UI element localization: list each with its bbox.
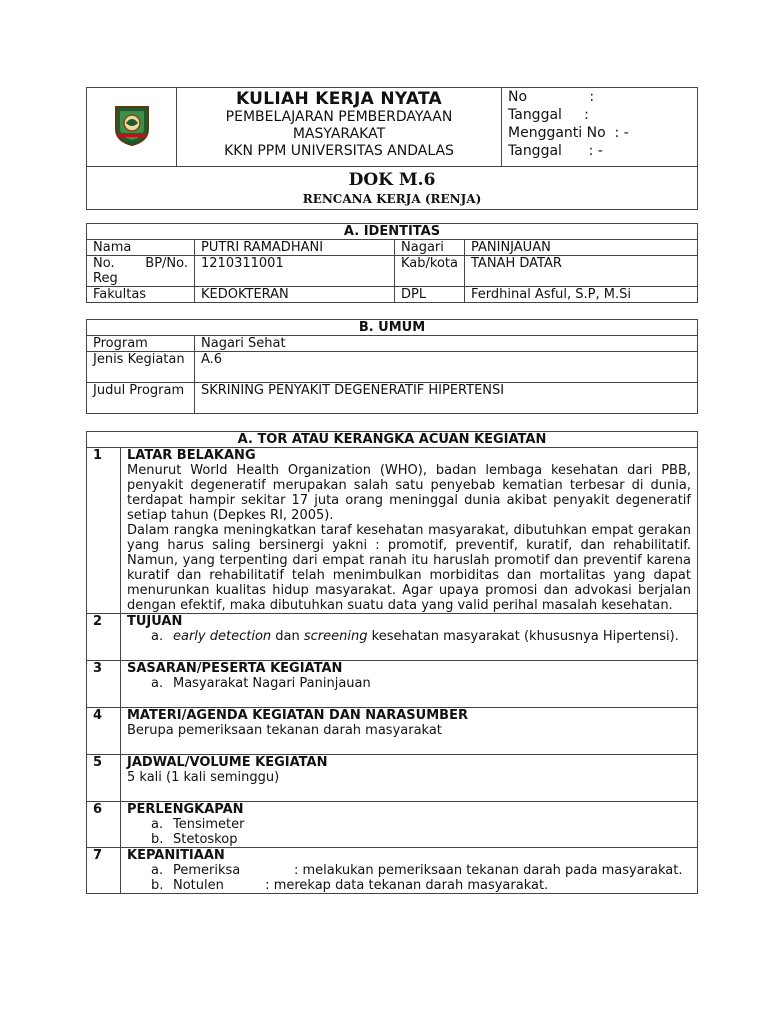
table-row bbox=[87, 383, 698, 414]
list-item bbox=[127, 676, 691, 691]
label-bp-reg: No. BP/No. Reg bbox=[87, 256, 195, 287]
section-number: 4 bbox=[87, 708, 121, 755]
section-materi bbox=[121, 708, 698, 755]
section-jadwal bbox=[121, 755, 698, 802]
header-subtitle-2: MASYARAKAT bbox=[292, 126, 386, 142]
meta-no: No : bbox=[508, 89, 595, 105]
umum-table bbox=[86, 319, 698, 414]
list-label: a. bbox=[151, 817, 164, 832]
section-title: SASARAN/PESERTA KEGIATAN bbox=[127, 661, 343, 676]
list-label: a. bbox=[151, 863, 164, 878]
value-nama: PUTRI RAMADHANI bbox=[195, 240, 395, 256]
section-number: 2 bbox=[87, 614, 121, 661]
section-title: LATAR BELAKANG bbox=[127, 448, 256, 463]
paragraph-1: Menurut World Health Organization (WHO), badan lembaga kesehatan dari PBB, penyakit degeneratif merupakan salah satu penyebab kematian terbesar di dunia, terdapat hampir sekitar 17 juta orang meninggal dunia akibat penyakit degeneratif setiap tahun (Depkes RI, 2005). bbox=[127, 463, 691, 523]
section-latar-belakang bbox=[121, 448, 698, 614]
header-title: KULIAH KERJA NYATA bbox=[236, 89, 442, 109]
emphasis-screening: screening bbox=[303, 629, 368, 644]
label-nagari: Nagari bbox=[395, 240, 465, 256]
label-fakultas: Fakultas bbox=[87, 287, 195, 303]
logo-cell bbox=[87, 88, 177, 167]
list-item bbox=[127, 832, 691, 847]
table-row bbox=[87, 708, 698, 755]
document-name: RENCANA KERJA (RENJA) bbox=[302, 192, 482, 206]
label-program: Program bbox=[87, 336, 195, 352]
table-row bbox=[87, 256, 698, 287]
section-title: JADWAL/VOLUME KEGIATAN bbox=[127, 755, 328, 770]
list-item bbox=[127, 878, 691, 893]
section-title: TUJUAN bbox=[127, 614, 183, 629]
section-sasaran bbox=[121, 661, 698, 708]
meta-tanggal: Tanggal : bbox=[508, 107, 589, 123]
list-text: Stetoskop bbox=[173, 832, 238, 847]
tor-heading: A. TOR ATAU KERANGKA ACUAN KEGIATAN bbox=[87, 432, 698, 448]
header-subtitle-1: PEMBELAJARAN PEMBERDAYAAN bbox=[225, 109, 453, 125]
section-number: 5 bbox=[87, 755, 121, 802]
list-text: Notulen : merekap data tekanan darah masyarakat. bbox=[173, 878, 549, 893]
document-code: DOK M.6 bbox=[348, 170, 436, 190]
list-text bbox=[173, 629, 691, 644]
table-row bbox=[87, 352, 698, 383]
identitas-table bbox=[86, 223, 698, 303]
table-row bbox=[87, 336, 698, 352]
label-jenis-kegiatan: Jenis Kegiatan bbox=[87, 352, 195, 383]
identitas-heading: A. IDENTITAS bbox=[87, 224, 698, 240]
section-number: 6 bbox=[87, 802, 121, 848]
document-header bbox=[86, 87, 698, 210]
connector-text: dan bbox=[271, 629, 304, 644]
table-row bbox=[87, 848, 698, 894]
list-text: Pemeriksa : melakukan pemeriksaan tekanan darah pada masyarakat. bbox=[173, 863, 683, 878]
paragraph-2: Dalam rangka meningkatkan taraf kesehatan masyarakat, dibutuhkan empat gerakan yang harus saling bersinergi yakni : promotif, preventif, kuratif, dan rehabilitatif. Namun, yang terpenting dari empat ranah itu haruslah promotif dan preventif karena kuratif dan rehabilitatif telah menimbulkan morbiditas dan mortalitas yang dapat menurunkan kualitas hidup masyarakat. Agar upaya promosi dan advokasi berjalan dengan efektif, maka dibutuhkan suatu data yang valid perihal masalah kesehatan. bbox=[127, 523, 691, 613]
list-item bbox=[127, 629, 691, 644]
section-number: 7 bbox=[87, 848, 121, 894]
label-nama: Nama bbox=[87, 240, 195, 256]
meta-mengganti-no: Mengganti No : - bbox=[508, 125, 629, 141]
list-label: b. bbox=[151, 832, 164, 847]
list-label: b. bbox=[151, 878, 164, 893]
document-meta-cell bbox=[502, 88, 698, 167]
header-title-cell bbox=[177, 88, 502, 167]
section-title: KEPANITIAAN bbox=[127, 848, 225, 863]
table-row bbox=[87, 661, 698, 708]
section-perlengkapan bbox=[121, 802, 698, 848]
list-text: Masyarakat Nagari Paninjauan bbox=[173, 676, 371, 691]
section-number: 3 bbox=[87, 661, 121, 708]
label-dpl: DPL bbox=[395, 287, 465, 303]
section-tujuan bbox=[121, 614, 698, 661]
header-subtitle-3: KKN PPM UNIVERSITAS ANDALAS bbox=[224, 143, 454, 159]
section-text: Berupa pemeriksaan tekanan darah masyarakat bbox=[127, 723, 442, 738]
umum-heading: B. UMUM bbox=[87, 320, 698, 336]
value-judul-program: SKRINING PENYAKIT DEGENERATIF HIPERTENSI bbox=[195, 383, 698, 414]
list-text-rest: kesehatan masyarakat (khususnya Hipertensi). bbox=[367, 629, 679, 644]
value-dpl: Ferdhinal Asful, S.P, M.Si bbox=[465, 287, 698, 303]
list-item bbox=[127, 863, 691, 878]
table-row bbox=[87, 614, 698, 661]
tor-table bbox=[86, 431, 698, 894]
section-text: 5 kali (1 kali seminggu) bbox=[127, 770, 280, 785]
value-kabkota: TANAH DATAR bbox=[465, 256, 698, 287]
value-jenis-kegiatan: A.6 bbox=[195, 352, 698, 383]
label-kabkota: Kab/kota bbox=[395, 256, 465, 287]
list-label: a. bbox=[151, 629, 164, 644]
table-row bbox=[87, 755, 698, 802]
section-kepanitiaan bbox=[121, 848, 698, 894]
value-fakultas: KEDOKTERAN bbox=[195, 287, 395, 303]
table-row bbox=[87, 240, 698, 256]
list-label: a. bbox=[151, 676, 164, 691]
university-logo-icon bbox=[112, 103, 152, 147]
list-item bbox=[127, 817, 691, 832]
table-row bbox=[87, 287, 698, 303]
list-text: Tensimeter bbox=[173, 817, 245, 832]
label-judul-program: Judul Program bbox=[87, 383, 195, 414]
section-title: PERLENGKAPAN bbox=[127, 802, 244, 817]
value-program: Nagari Sehat bbox=[195, 336, 698, 352]
value-bp-reg: 1210311001 bbox=[195, 256, 395, 287]
meta-tanggal-2: Tanggal : - bbox=[508, 143, 603, 159]
section-number: 1 bbox=[87, 448, 121, 614]
table-row bbox=[87, 802, 698, 848]
emphasis-early-detection: early detection bbox=[173, 629, 272, 644]
table-row bbox=[87, 448, 698, 614]
document-code-cell bbox=[87, 167, 698, 210]
value-nagari: PANINJAUAN bbox=[465, 240, 698, 256]
section-title: MATERI/AGENDA KEGIATAN DAN NARASUMBER bbox=[127, 708, 468, 723]
